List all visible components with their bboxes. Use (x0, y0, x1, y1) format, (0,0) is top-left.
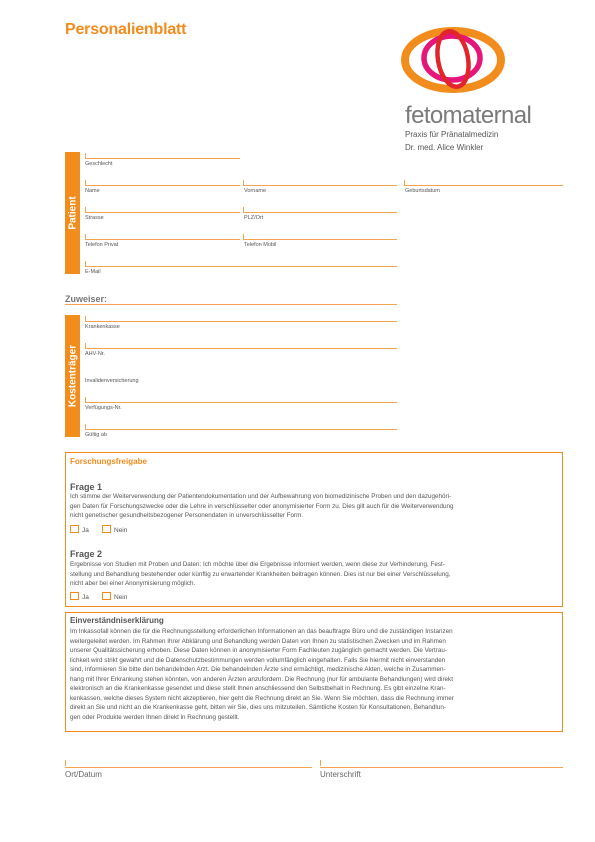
einverstaendnis-line: lichkeit wird strikt gewahrt und die Datenschutzbestimmungen werden vollumfänglich eingehalten. Falls Sie hiermit nicht einverstanden (70, 656, 446, 664)
einverstaendnis-line: weitergeleitet werden. Im Rahmen Ihrer Abklärung und Behandlung werden Daten von Ihnen zu statistischen Zwecken und im Rahmen (70, 637, 446, 645)
geburtsdatum-field[interactable] (404, 185, 563, 186)
frage2-ja-label: Ja (82, 594, 89, 601)
einverstaendnis-line: unserer Qualitätssicherung erhoben. Diese Daten können in anonymisierter Form Fachleuten zugänglich gemacht werden. Die Vertrau- (70, 647, 447, 654)
geschlecht-field[interactable] (85, 158, 240, 159)
krankenkasse-field[interactable] (85, 321, 397, 322)
geburtsdatum-label: Geburtsdatum (405, 188, 440, 194)
strasse-label: Strasse (85, 215, 104, 221)
einverstaendnis-line: Im Inkassofall können die für die Rechnungsstellung erforderlichen Informationen an das beauftragte Büro und die zuständigen Instanzen (70, 628, 453, 635)
frage1-nein-checkbox[interactable] (102, 525, 111, 533)
frage2-ja-checkbox[interactable] (70, 592, 79, 600)
vorname-label: Vorname (244, 188, 267, 194)
field-tick (65, 760, 66, 766)
fetomaternal-logo (400, 22, 510, 94)
page-title: Personalienblatt (65, 21, 187, 38)
email-field[interactable] (85, 266, 397, 267)
einverstaendnis-title: Einverständniserklärung (70, 616, 164, 625)
frage1-ja-checkbox[interactable] (70, 525, 79, 533)
patient-section-bar (65, 152, 80, 274)
name-label: Name (85, 188, 100, 194)
einverstaendnis-line: gen oder Produkte werden Ihnen direkt in Rechnung gestellt. (70, 713, 240, 721)
brand-name: fetomaternal (405, 102, 532, 129)
gueltig-label: Gültig ab (85, 432, 108, 438)
frage1-nein-label: Nein (114, 527, 128, 534)
ort-datum-label: Ort/Datum (65, 770, 102, 779)
verfuegungs-field[interactable] (85, 402, 397, 403)
frage1-line: Ich stimme der Weiterverwendung der Patientendokumentation und der Aufbewahrung von biomedizinische Proben und den dazugehöri- (70, 493, 452, 500)
kostentraeger-section-bar (65, 315, 80, 437)
frage2-line: Ergebnisse von Studien mit Proben und Daten: Ich möchte über die Ergebnisse informiert werden, wenn diese zur Verhinderung, Fest- (70, 561, 445, 568)
forschungsfreigabe-title: Forschungsfreigabe (70, 457, 147, 466)
frage2-nein-label: Nein (114, 594, 128, 601)
frage1-text (70, 492, 560, 521)
frage2-heading: Frage 2 (70, 549, 103, 559)
strasse-field[interactable] (85, 212, 240, 213)
name-field[interactable] (85, 185, 240, 186)
brand-subtitle-doctor: Dr. med. Alice Winkler (405, 143, 484, 152)
verfuegungs-label: Verfügungs-Nr. (85, 405, 122, 411)
vorname-field[interactable] (243, 185, 397, 186)
einverstaendnis-line: direkt an Sie und nicht an die Krankenkasse geht, bitten wir Sie, dies uns mitzuteilen. Sämtliche Kosten für Konsultationen, Behandlun- (70, 704, 446, 711)
plz-ort-label: PLZ/Ort (244, 215, 264, 221)
einverstaendnis-line: kenkassen, welche dieses System nicht akzeptieren, hier geht die Rechnung direkt an Sie. Wenn Sie möchten, dass die Rechnung immer (70, 694, 454, 702)
ort-datum-field[interactable] (65, 767, 312, 768)
frage1-line: gen Daten für Forschungszwecke oder die Lehre in verschlüsselter oder anonymisierter Form zu. Dies gilt auch für die Weiterverwendung (70, 502, 454, 510)
ahv-label: AHV-Nr. (85, 351, 105, 357)
frage2-line: stellung und Behandlung bestehender oder künftig zu erwartender Krankheiten beitragen können. Dies ist nur bei einer Verschlüsselung, (70, 570, 451, 578)
telefon-privat-field[interactable] (85, 239, 240, 240)
einverstaendnis-text (70, 627, 560, 722)
brand-subtitle-practice: Praxis für Pränatalmedizin (405, 130, 499, 139)
unterschrift-label: Unterschrift (320, 770, 361, 779)
kostentraeger-section-label: Kostenträger (67, 344, 78, 408)
invalidenversicherung-field[interactable] (85, 375, 397, 376)
geschlecht-label: Geschlecht (85, 161, 113, 167)
frage2-line: nicht aber bei einer Anonymisierung möglich. (70, 580, 196, 587)
frage1-line: nicht genetischer gesundheitsbezogener Personendaten in unverschlüsselter Form. (70, 512, 304, 519)
email-label: E-Mail (85, 269, 101, 275)
telefon-privat-label: Telefon Privat (85, 242, 119, 248)
zuweiser-label: Zuweiser: (65, 294, 108, 304)
telefon-mobil-label: Telefon Mobil (244, 242, 277, 248)
frage2-nein-checkbox[interactable] (102, 592, 111, 600)
frage1-heading: Frage 1 (70, 482, 103, 492)
invalidenversicherung-label: Invalidenversicherung (85, 378, 139, 384)
patient-section-label: Patient (67, 196, 78, 230)
plz-ort-field[interactable] (243, 212, 397, 213)
einverstaendnis-line: hang mit Ihrer Erkrankung stehen könnten, von anderen Ärzten anzufordern. Die Rechnung (nur für ambulante Behandlungen) wird direkt (70, 675, 453, 683)
frage1-ja-label: Ja (82, 527, 89, 534)
krankenkasse-label: Krankenkasse (85, 324, 120, 330)
frage2-text (70, 560, 560, 589)
einverstaendnis-line: sind, informieren Sie bitte den behandelnden Arzt. Die behandelnden Ärzte sind ermächtigt, medizinische Akten, welche in Zusammen- (70, 666, 446, 673)
gueltig-field[interactable] (85, 429, 397, 430)
telefon-mobil-field[interactable] (243, 239, 397, 240)
unterschrift-field[interactable] (320, 767, 563, 768)
ahv-field[interactable] (85, 348, 397, 349)
zuweiser-field[interactable] (65, 304, 397, 305)
field-tick (320, 760, 321, 766)
logo-ring-magenta (424, 36, 480, 80)
einverstaendnis-line: elektronisch an die Krankenkasse gesendet und diese stellt Ihnen anschliessend den Selbstbehalt in Rechnung. Es gibt einzelne Kran- (70, 685, 446, 692)
